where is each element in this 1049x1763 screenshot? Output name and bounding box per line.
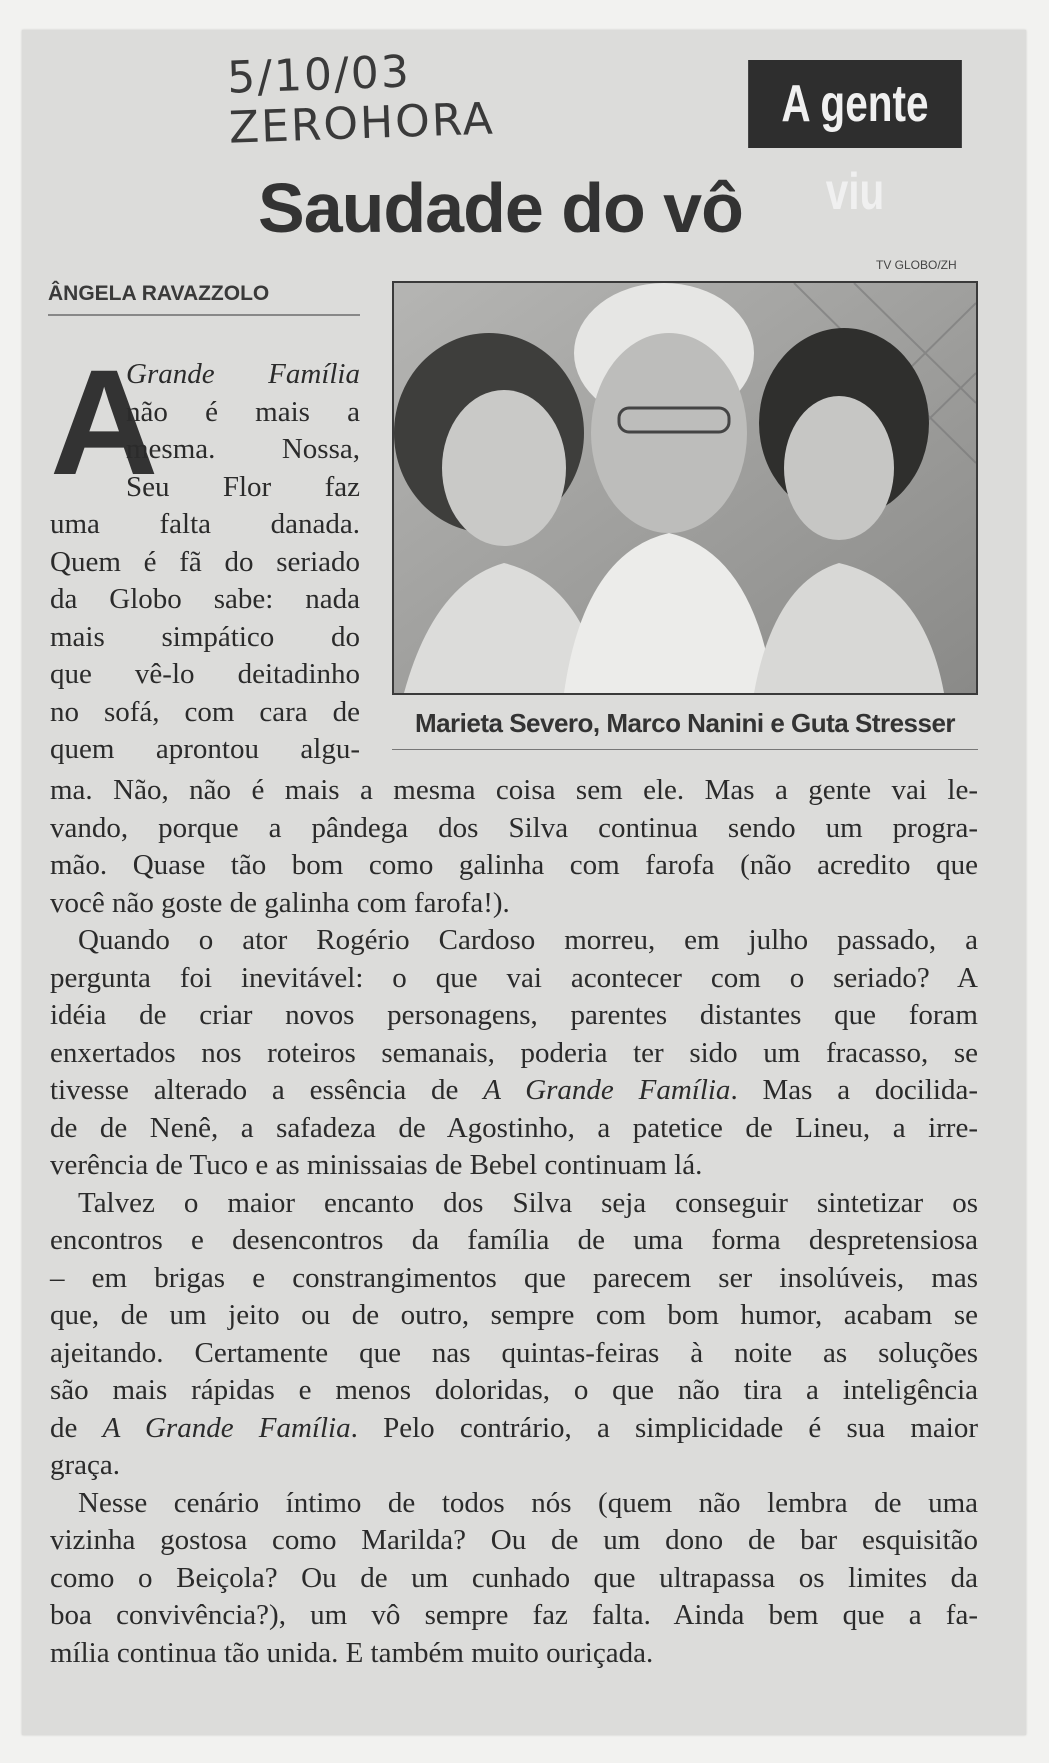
body-line: ajeitando. Certamente que nas quintas-feiras à noite as soluções (50, 1336, 978, 1369)
intro-line: mesma. Nossa, (126, 433, 360, 465)
body-line: boa convivência?), um vô sempre faz falta. Ainda bem que a fa- (50, 1599, 978, 1631)
body-line: são mais rápidas e menos doloridas, o que não tira a inteligência (50, 1374, 978, 1406)
body-line: mão. Quase tão bom como galinha com farofa (não acredito que (50, 849, 978, 881)
article-photo (392, 281, 978, 695)
body-line: de de Nenê, a safadeza de Agostinho, a patetice de Lineu, a irre- (50, 1111, 978, 1144)
body-line: vando, porque a pândega dos Silva continua sendo um progra- (50, 811, 978, 844)
body-line: tivesse alterado a essência de A Grande Família. Mas a docilida- (50, 1074, 978, 1106)
headline: Saudade do vô (258, 169, 743, 247)
body-line: Talvez o maior encanto dos Silva seja conseguir sintetizar os (78, 1186, 978, 1219)
photo-credit: TV GLOBO/ZH (876, 258, 957, 272)
paragraph-3 (50, 1185, 978, 1485)
photo-illustration (394, 283, 976, 693)
body-line: ma. Não, não é mais a mesma coisa sem ele. Mas a gente vai le- (50, 774, 978, 806)
body-line: mília continua tão unida. E também muito ouriçada. (50, 1636, 654, 1669)
show-title: A Grande Família (102, 1411, 351, 1444)
handwritten-note (226, 42, 559, 153)
body-line: graça. (50, 1449, 121, 1481)
paragraph-4 (50, 1485, 978, 1673)
body-line: de A Grande Família. Pelo contrário, a simplicidade é sua maior (50, 1411, 978, 1444)
article-body (50, 772, 978, 1672)
intro-line: no sofá, com cara de (50, 695, 360, 728)
intro-line: Quem é fã do seriado (50, 545, 360, 578)
paragraph-1-rest (50, 772, 978, 922)
body-line: vizinha gostosa como Marilda? Ou de um dono de bar esquisitão (50, 1524, 978, 1556)
handwritten-source: ZEROHORA (228, 93, 496, 154)
intro-column (50, 506, 360, 769)
body-line: pergunta foi inevitável: o que vai acontecer com o seriado? A (50, 961, 978, 994)
intro-line: uma falta danada. (50, 508, 360, 540)
drop-cap: A (50, 338, 159, 506)
intro-line: da Globo sabe: nada (50, 583, 360, 615)
photo-caption: Marieta Severo, Marco Nanini e Guta Stresser (392, 708, 978, 750)
paragraph-2 (50, 922, 978, 1185)
body-line: verência de Tuco e as minissaias de Bebel continuam lá. (50, 1149, 703, 1181)
intro-line: quem aprontou algu- (50, 733, 360, 765)
intro-line: Seu Flor faz (126, 470, 360, 503)
body-line: Quando o ator Rogério Cardoso morreu, em julho passado, a (78, 924, 978, 956)
body-line: você não goste de galinha com farofa!). (50, 886, 510, 919)
handwritten-date: 5/10/03 (226, 46, 412, 104)
body-line: que, de um jeito ou de outro, sempre com bom humor, acabam se (50, 1299, 978, 1331)
body-line: encontros e desencontros da família de uma forma despretensiosa (50, 1224, 978, 1256)
body-line: enxertados nos roteiros semanais, poderia ter sido um fracasso, se (50, 1036, 978, 1069)
intro-line: que vê-lo deitadinho (50, 658, 360, 690)
body-line: como o Beiçola? Ou de um cunhado que ultrapassa os limites da (50, 1561, 978, 1594)
intro-line: Grande Família (126, 358, 360, 390)
intro-line: não é mais a (126, 395, 360, 428)
show-title: A Grande Família (483, 1074, 731, 1106)
intro-indented-column (126, 356, 360, 506)
body-line: idéia de criar novos personagens, parentes distantes que foram (50, 999, 978, 1031)
body-line: Nesse cenário íntimo de todos nós (quem não lembra de uma (78, 1486, 978, 1519)
section-tag: A gente viu (748, 60, 962, 148)
intro-line: mais simpático do (50, 620, 360, 653)
body-line: – em brigas e constrangimentos que parecem ser insolúveis, mas (50, 1261, 978, 1294)
author-byline: ÂNGELA RAVAZZOLO (48, 282, 360, 316)
